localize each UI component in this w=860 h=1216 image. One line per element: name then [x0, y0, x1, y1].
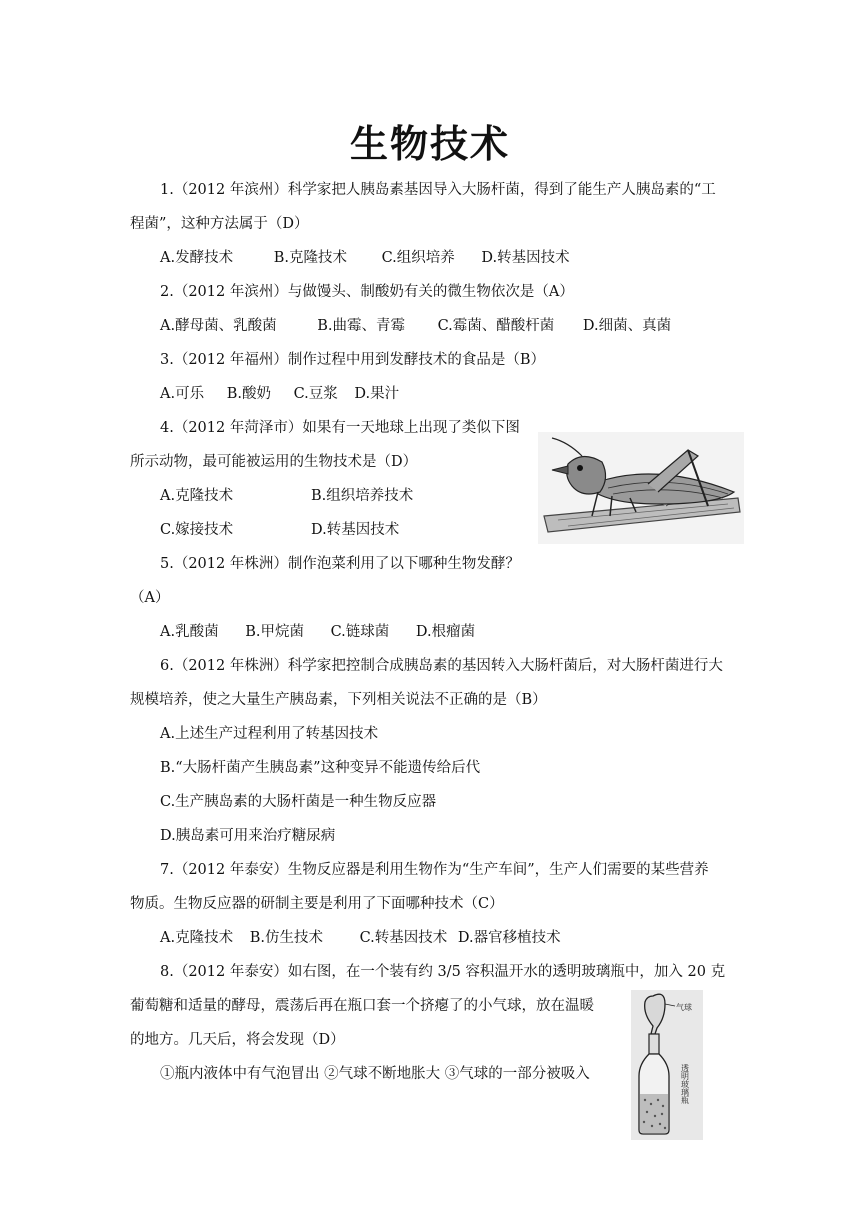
option-c: C.组织培养 — [381, 250, 455, 266]
question-7-options — [160, 928, 561, 948]
grasshopper-figure — [538, 432, 744, 544]
option-d: D.胰岛素可用来治疗糖尿病 — [160, 828, 336, 844]
question-4-text: 4.（2012 年菏泽市）如果有一天地球上出现了类似下图 — [160, 420, 520, 436]
question-3-text: 3.（2012 年福州）制作过程中用到发酵技术的食品是（B） — [160, 352, 545, 368]
option-d: D.果汁 — [354, 386, 400, 402]
question-1-options — [160, 248, 570, 268]
question-8-text: 8.（2012 年泰安）如右图，在一个装有约 3/5 容积温开水的透明玻璃瓶中，加入 20 克 — [160, 964, 726, 980]
option-a: A.可乐 — [160, 386, 205, 402]
option-d: D.细菌、真菌 — [582, 318, 672, 334]
option-c: C.链球菌 — [330, 624, 390, 640]
option-b: B.组织培养技术 — [311, 488, 414, 504]
balloon-label: 气球 — [676, 1003, 692, 1012]
option-c: C.转基因技术 — [359, 930, 448, 946]
option-b: B.酸奶 — [226, 386, 271, 402]
question-1-text-cont: 程菌”，这种方法属于（D） — [130, 216, 309, 232]
option-a: A.上述生产过程利用了转基因技术 — [160, 726, 379, 742]
question-5-text-cont: （A） — [130, 590, 170, 606]
option-b: B.仿生技术 — [249, 930, 323, 946]
question-4-text-cont: 所示动物，最可能被运用的生物技术是（D） — [130, 454, 418, 470]
question-1-text: 1.（2012 年滨州）科学家把人胰岛素基因导入大肠杆菌，得到了能生产人胰岛素的“工 — [160, 182, 716, 198]
question-6-text-cont: 规模培养，使之大量生产胰岛素，下列相关说法不正确的是（B） — [130, 692, 547, 708]
question-8-statements: ①瓶内液体中有气泡冒出 ②气球不断地胀大 ③气球的一部分被吸入 — [160, 1066, 590, 1082]
question-8-text-cont2: 的地方。几天后，将会发现（D） — [130, 1032, 345, 1048]
option-d: D.根瘤菌 — [415, 624, 476, 640]
option-d: D.器官移植技术 — [457, 930, 561, 946]
question-5-text: 5.（2012 年株洲）制作泡菜利用了以下哪种生物发酵？ — [160, 556, 520, 572]
question-2-text: 2.（2012 年滨州）与做馒头、制酸奶有关的微生物依次是（A） — [160, 284, 574, 300]
option-d: D.转基因技术 — [481, 250, 570, 266]
option-d: D.转基因技术 — [311, 522, 400, 538]
option-c: C.霉菌、醋酸杆菌 — [437, 318, 555, 334]
option-a: A.发酵技术 — [160, 250, 234, 266]
question-5-options — [160, 622, 475, 642]
question-6-text: 6.（2012 年株洲）科学家把控制合成胰岛素的基因转入大肠杆菌后，对大肠杆菌进行大 — [160, 658, 723, 674]
option-a: A.酵母菌、乳酸菌 — [160, 318, 277, 334]
question-7-text: 7.（2012 年泰安）生物反应器是利用生物作为“生产车间”，生产人们需要的某些营养 — [160, 862, 709, 878]
option-c: C.嫁接技术 — [160, 522, 234, 538]
page-title: 生物技术 — [349, 122, 510, 166]
option-c: C.生产胰岛素的大肠杆菌是一种生物反应器 — [160, 794, 437, 810]
option-c: C.豆浆 — [293, 386, 338, 402]
question-7-text-cont: 物质。生物反应器的研制主要是利用了下面哪种技术（C） — [130, 896, 504, 912]
option-a: A.克隆技术 — [160, 488, 234, 504]
bottle-label: 透明玻璃瓶 — [680, 1064, 690, 1104]
question-8-text-cont: 葡萄糖和适量的酵母，震荡后再在瓶口套一个挤瘪了的小气球，放在温暖 — [130, 998, 594, 1014]
option-b: B.“大肠杆菌产生胰岛素”这种变异不能遗传给后代 — [160, 760, 481, 776]
question-3-options — [160, 384, 399, 404]
option-b: B.曲霉、青霉 — [317, 318, 405, 334]
option-b: B.甲烷菌 — [245, 624, 304, 640]
option-b: B.克隆技术 — [273, 250, 347, 266]
bottle-balloon-figure — [631, 990, 703, 1140]
option-a: A.克隆技术 — [160, 930, 234, 946]
question-2-options — [160, 316, 671, 336]
option-a: A.乳酸菌 — [160, 624, 219, 640]
